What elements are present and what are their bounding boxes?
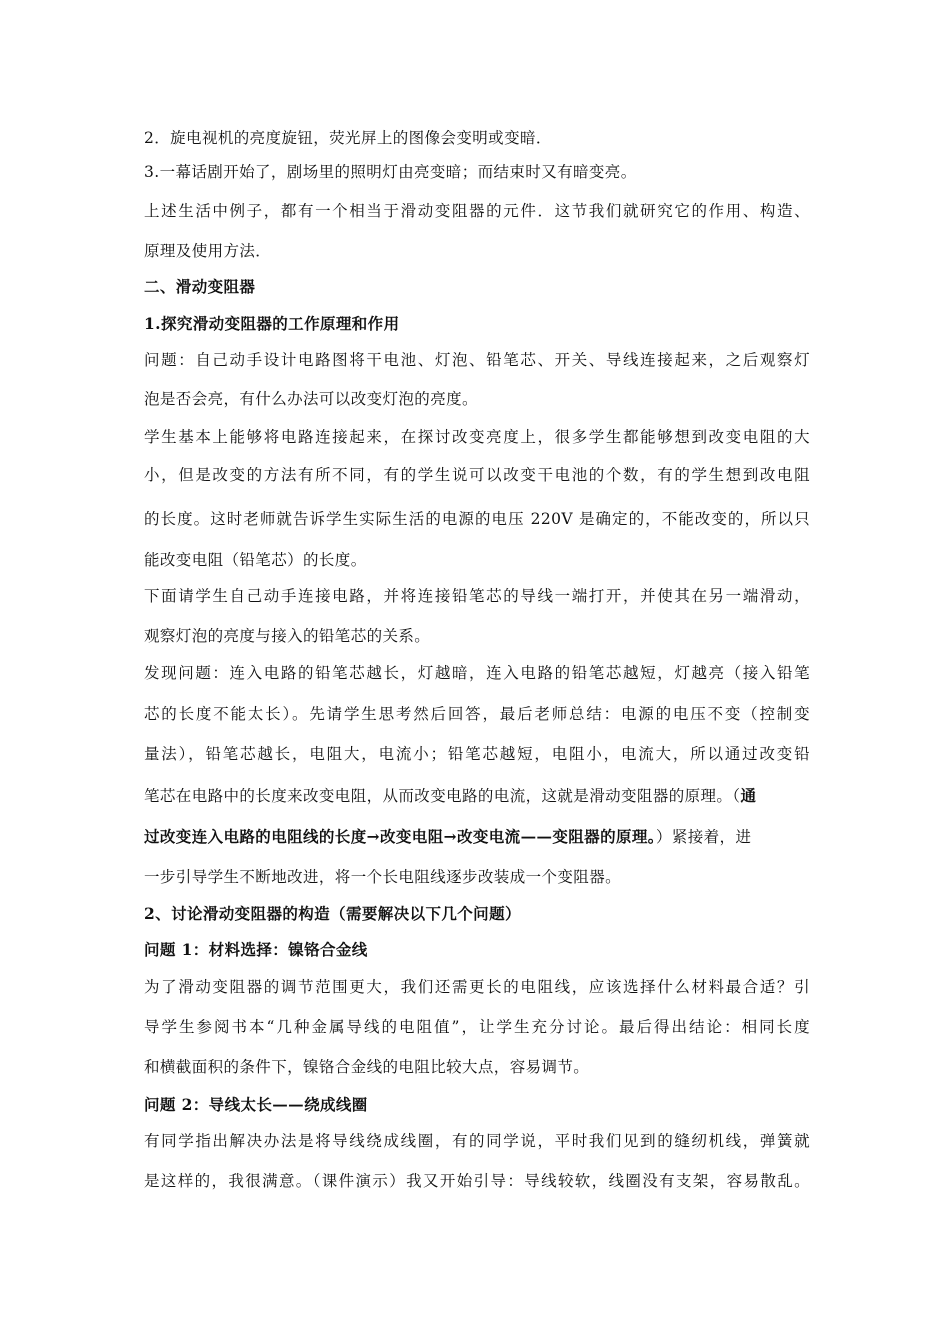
question-heading: 问题 2：导线太长——绕成线圈 [144, 1095, 368, 1114]
paragraph-line: 观察灯泡的亮度与接入的铅笔芯的关系。 [144, 627, 431, 645]
paragraph-line: 发现问题：连入电路的铅笔芯越长，灯越暗，连入电路的铅笔芯越短，灯越亮（接入铅笔 [144, 664, 810, 682]
question-heading: 问题 1：材料选择：镍铬合金线 [144, 940, 368, 959]
paragraph-line: 芯的长度不能太长）。先请学生思考然后回答，最后老师总结：电源的电压不变（控制变 [144, 705, 810, 723]
paragraph-line: 有同学指出解决办法是将导线绕成线圈，有的同学说，平时我们见到的缝纫机线，弹簧就 [144, 1132, 810, 1150]
paragraph-line [144, 826, 810, 848]
paragraph-line: 和横截面积的条件下，镍铬合金线的电阻比较大点，容易调节。 [144, 1058, 590, 1076]
paragraph-line: 量法），铅笔芯越长，电阻大，电流小；铅笔芯越短，电阻小，电流大，所以通过改变铅 [144, 745, 810, 763]
section-heading: 二、滑动变阻器 [144, 277, 256, 296]
paragraph-line: 为了滑动变阻器的调节范围更大，我们还需更长的电阻线，应该选择什么材料最合适？引 [144, 978, 810, 996]
line-text: 笔芯在电路中的长度来改变电阻，从而改变电路的电流，这就是滑动变阻器的原理。（ [144, 787, 741, 805]
paragraph-line [144, 785, 810, 807]
paragraph-line: 下面请学生自己动手连接电路，并将连接铅笔芯的导线一端打开，并使其在另一端滑动， [144, 587, 810, 605]
paragraph-line: 一步引导学生不断地改进，将一个长电阻线逐步改装成一个变阻器。 [144, 868, 622, 886]
paragraph-line: 问题：自己动手设计电路图将干电池、灯泡、铅笔芯、开关、导线连接起来，之后观察灯 [144, 351, 810, 369]
bold-text: 通 [740, 786, 757, 805]
paragraph-line: 原理及使用方法． [144, 242, 272, 260]
paragraph-line: 2．旋电视机的亮度旋钮，荧光屏上的图像会变明或变暗． [144, 129, 552, 147]
paragraph-line: 泡是否会亮，有什么办法可以改变灯泡的亮度。 [144, 390, 478, 408]
bold-text: 过改变连入电路的电阻线的长度→改变电阻→改变电流——变阻器的原理。 [144, 827, 656, 846]
paragraph-line: 上述生活中例子，都有一个相当于滑动变阻器的元件．这节我们就研究它的作用、构造、 [144, 202, 810, 220]
subsection-heading: 1.探究滑动变阻器的工作原理和作用 [144, 314, 400, 333]
subsection-heading: 2、讨论滑动变阻器的构造（需要解决以下几个问题） [144, 904, 521, 923]
paragraph-line: 是这样的，我很满意。（课件演示）我又开始引导：导线较软，线圈没有支架，容易散乱。 [144, 1172, 810, 1190]
line-text: ）紧接着，进 [655, 828, 752, 846]
paragraph-line: 的长度。这时老师就告诉学生实际生活的电源的电压 220V 是确定的，不能改变的，所以只 [144, 510, 810, 528]
paragraph-line: 学生基本上能够将电路连接起来，在探讨改变亮度上，很多学生都能够想到改变电阻的大 [144, 428, 810, 446]
paragraph-line: 导学生参阅书本“几种金属导线的电阻值”，让学生充分讨论。最后得出结论：相同长度 [144, 1018, 810, 1036]
paragraph-line: 3.一幕话剧开始了，剧场里的照明灯由亮变暗；而结束时又有暗变亮。 [144, 163, 637, 181]
paragraph-line: 能改变电阻（铅笔芯）的长度。 [144, 551, 367, 569]
paragraph-line: 小，但是改变的方法有所不同，有的学生说可以改变干电池的个数，有的学生想到改电阻 [144, 466, 810, 484]
